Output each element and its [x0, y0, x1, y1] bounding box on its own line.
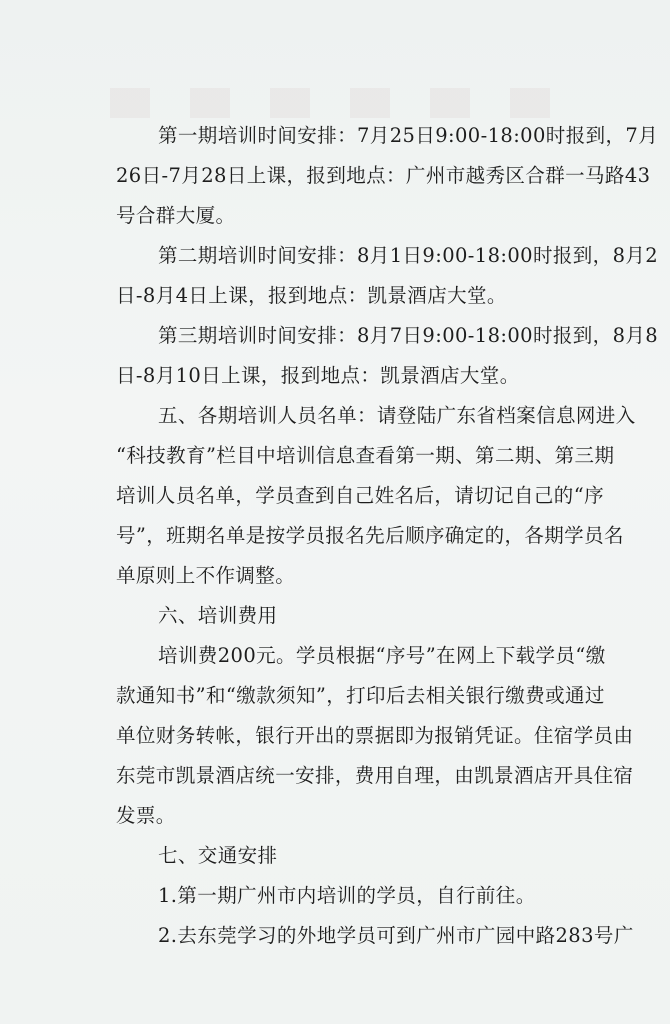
- section-five-heading-line: 五、各期培训人员名单：请登陆广东省档案信息网进入: [158, 404, 636, 427]
- text-line: 培训人员名单，学员查到自己姓名后，请切记自己的“序: [116, 484, 604, 507]
- text-line: 号合群大厦。: [116, 204, 236, 227]
- text-line: 单原则上不作调整。: [116, 564, 296, 587]
- text-line: 第二期培训时间安排：8月1日9:00-18:00时报到，8月2: [158, 244, 659, 267]
- text-line: 第三期培训时间安排：8月7日9:00-18:00时报到，8月8: [158, 324, 659, 347]
- text-line: 第一期培训时间安排：7月25日9:00-18:00时报到，7月: [158, 124, 659, 147]
- text-line: 日-8月4日上课，报到地点：凯景酒店大堂。: [116, 284, 507, 307]
- text-line: 单位财务转帐，银行开出的票据即为报销凭证。住宿学员由: [116, 724, 634, 747]
- section-six-heading: 六、培训费用: [158, 604, 278, 627]
- text-line: 培训费200元。学员根据“序号”在网上下载学员“缴: [158, 644, 606, 667]
- text-line: 发票。: [116, 804, 176, 827]
- text-line: 1.第一期广州市内培训的学员，自行前往。: [158, 884, 536, 907]
- text-line: 26日-7月28日上课，报到地点：广州市越秀区合群一马路43: [116, 164, 651, 187]
- text-line: 东莞市凯景酒店统一安排，费用自理，由凯景酒店开具住宿: [116, 764, 634, 787]
- section-seven-heading: 七、交通安排: [158, 844, 278, 867]
- text-line: 2.去东莞学习的外地学员可到广州市广园中路283号广: [158, 924, 634, 947]
- text-line: “科技教育”栏目中培训信息查看第一期、第二期、第三期: [116, 444, 615, 467]
- text-line: 日-8月10日上课，报到地点：凯景酒店大堂。: [116, 364, 520, 387]
- text-line: 号”，班期名单是按学员报名先后顺序确定的，各期学员名: [116, 524, 624, 547]
- text-line: 款通知书”和“缴款须知”，打印后去相关银行缴费或通过: [116, 684, 605, 707]
- bleed-through-marks: [110, 88, 590, 118]
